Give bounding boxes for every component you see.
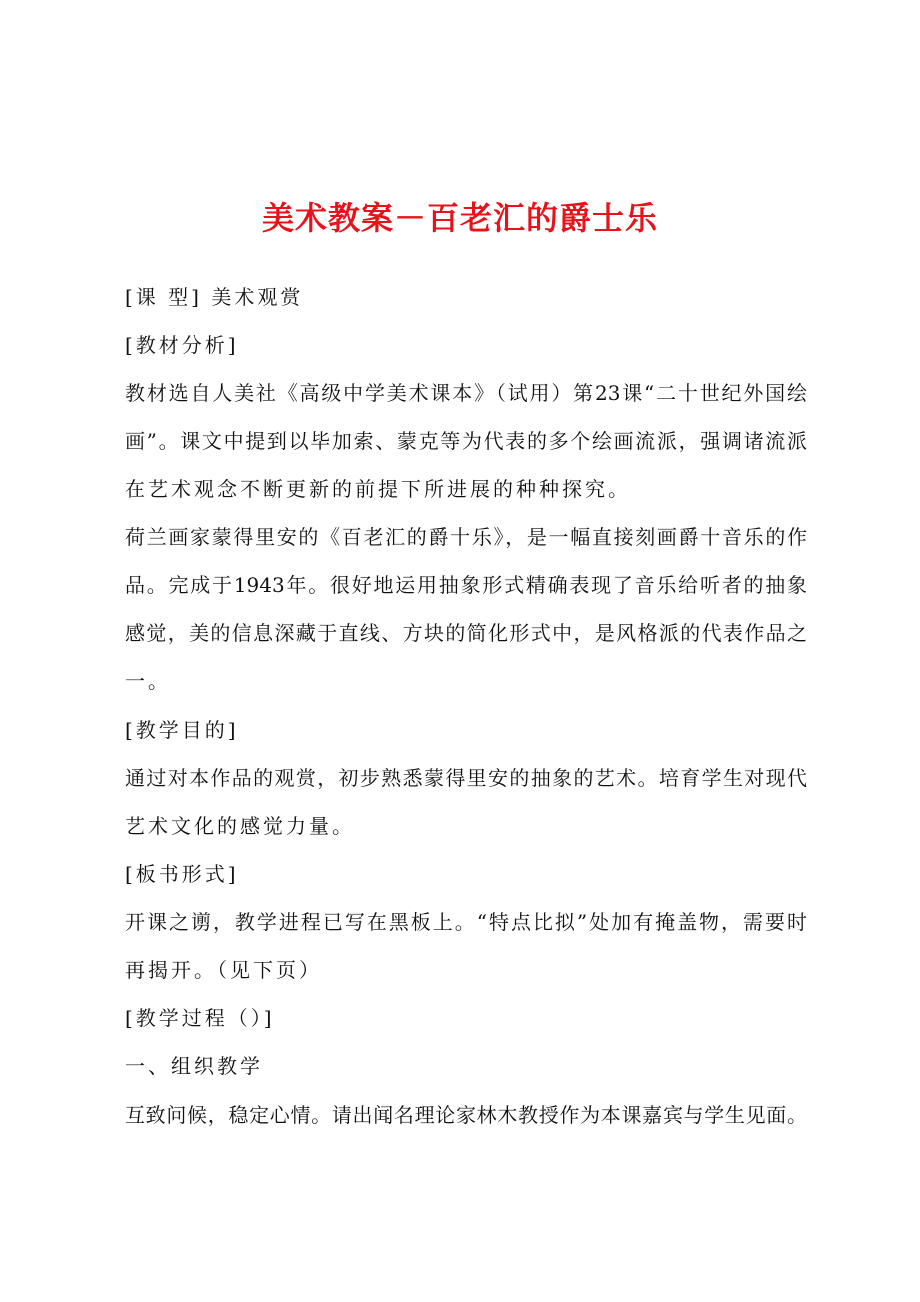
paragraph-line: 感觉，美的信息深藏于直线、方块的简化形式中，是风格派的代表作品之 [125,621,807,645]
paragraph-line: 艺术文化的感觉力量。 [125,814,355,838]
paragraph-line: 开课之谫，教学进程已写在黑板上。“特点比拟”处加有掩盖物，需要时 [125,910,807,934]
lesson-type-line: [课 型] 美术观赏 [125,285,304,309]
paragraph-line: 画”。课文中提到以毕加索、蒙克等为代表的多个绘画流派，强调诸流派 [125,429,807,453]
paragraph-line: 一。 [125,669,171,693]
section-heading-teaching-goals: [教学目的] [125,718,239,742]
paragraph-line: 通过对本作品的观赏，初步熟悉蒙得里安的抽象的艺术。培育学生对现代 [125,766,807,790]
section-heading-blackboard-format: [板书形式] [125,862,239,886]
paragraph-line: 品。完成于1943年。很好地运用抽象形式精确表现了音乐给听者的抽象 [125,573,807,597]
paragraph-line: 教材选自人美社《高级中学美术课本》（试用）第23课“二十世纪外国绘 [125,381,807,405]
subheading-organize-teaching: 一、组织教学 [125,1054,263,1078]
paragraph-line: 互致问候，稳定心情。请出闻名理论家林木教授作为本课嘉宾与学生见面。 [125,1103,807,1127]
section-heading-material-analysis: [教材分析] [125,333,239,357]
paragraph-line: 荷兰画家蒙得里安的《百老汇的爵十乐》，是一幅直接刻画爵十音乐的作 [125,525,807,549]
section-heading-teaching-process: [教学过程（）] [125,1006,275,1030]
paragraph-line: 在艺术观念不断更新的前提下所进展的种种探究。 [125,477,631,501]
document-title: 美术教案－百老汇的爵士乐 [261,199,658,237]
paragraph-line: 再揭开。（见下页） [125,958,322,982]
